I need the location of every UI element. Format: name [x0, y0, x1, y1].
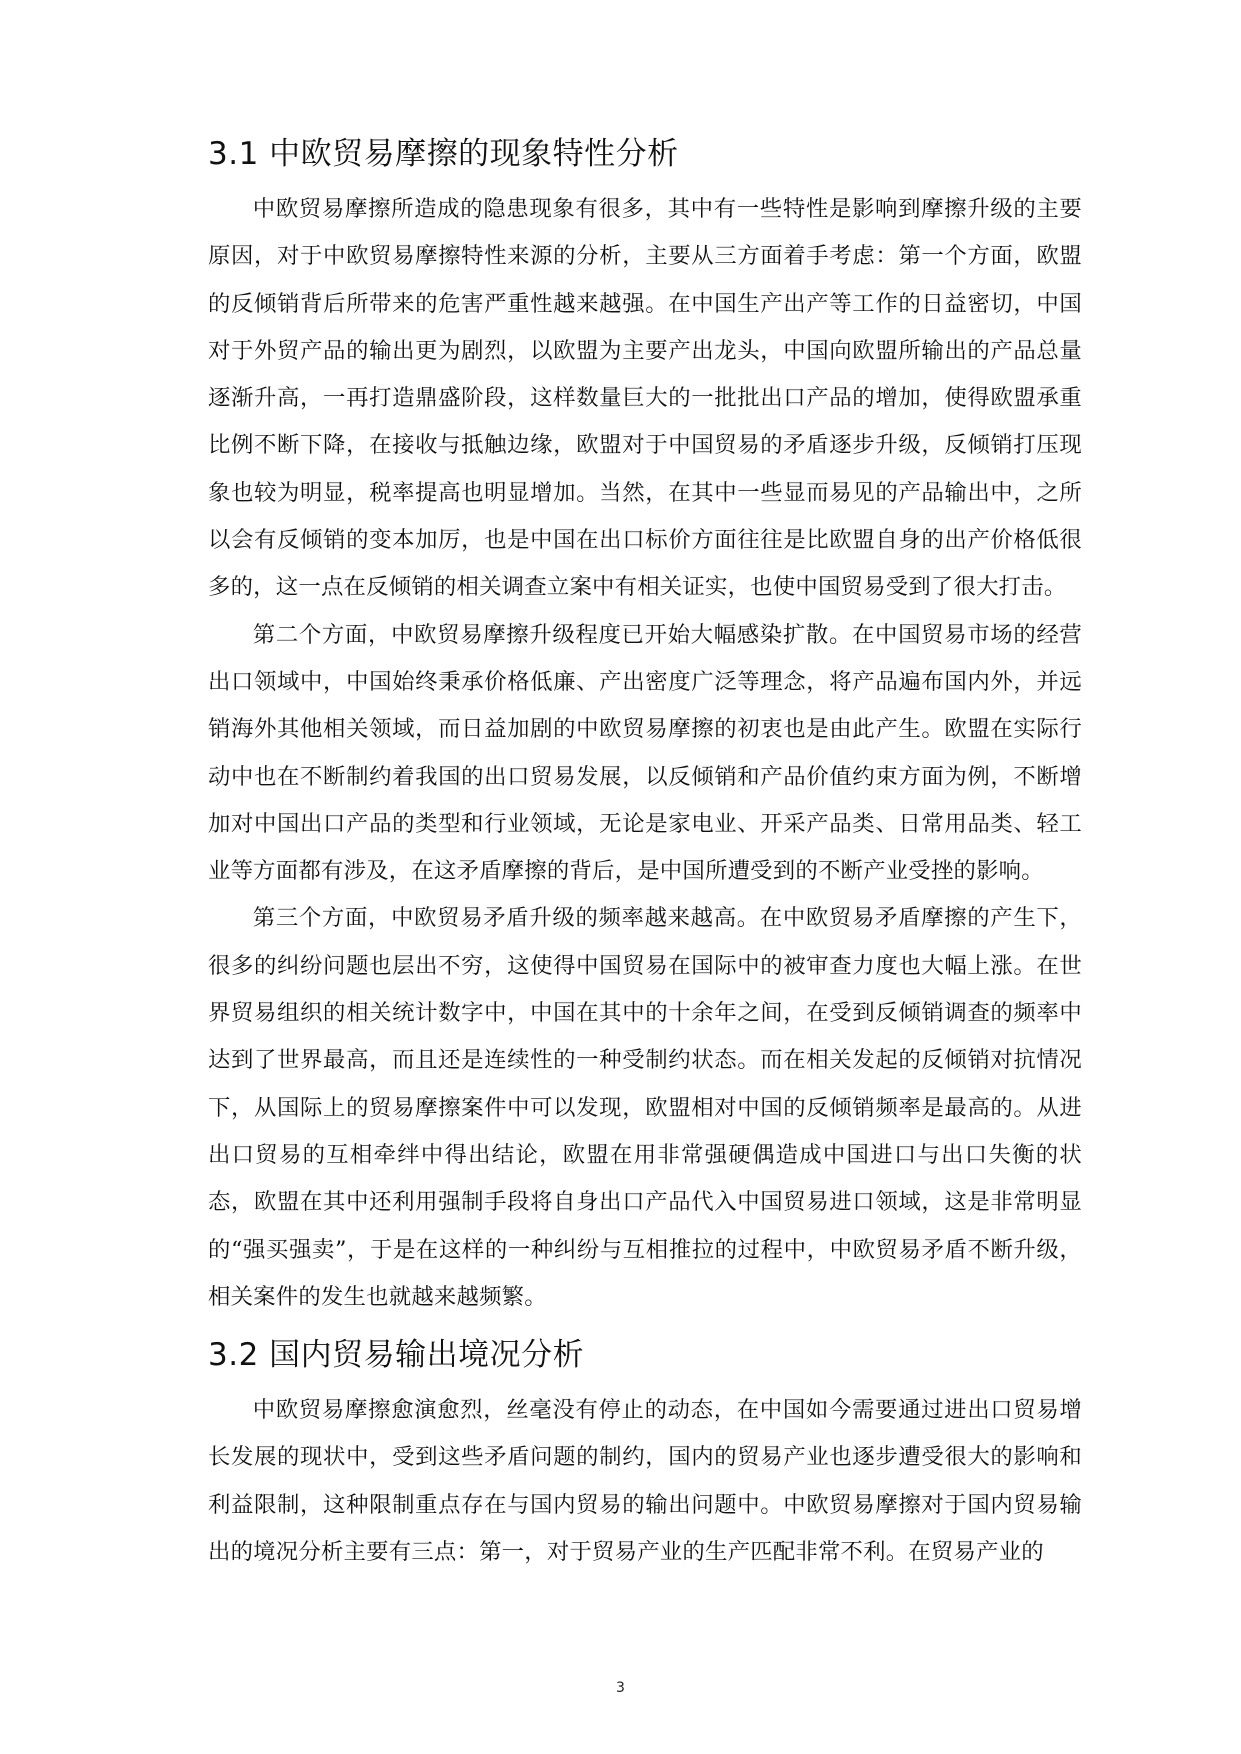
- page-content: [208, 132, 1082, 1576]
- section-3-1-paragraph-3: 第三个方面，中欧贸易矛盾升级的频率越来越高。在中欧贸易矛盾摩擦的产生下，很多的纠纷问题也层出不穷，这使得中国贸易在国际中的被审查力度也大幅上涨。在世界贸易组织的相关统计数字中，中国在其中的十余年之间，在受到反倾销调查的频率中达到了世界最高，而且还是连续性的一种受制约状态。而在相关发起的反倾销对抗情况下，从国际上的贸易摩擦案件中可以发现，欧盟相对中国的反倾销频率是最高的。从进出口贸易的互相牵绊中得出结论，欧盟在用非常强硬偶造成中国进口与出口失衡的状态，欧盟在其中还利用强制手段将自身出口产品代入中国贸易进口领域，这是非常明显的“强买强卖”，于是在这样的一种纠纷与互相推拉的过程中，中欧贸易矛盾不断升级，相关案件的发生也就越来越频繁。: [208, 905, 1082, 1310]
- section-heading-3-1: 3.1 中欧贸易摩擦的现象特性分析: [208, 136, 679, 172]
- section-heading-3-2: 3.2 国内贸易输出境况分析: [208, 1337, 585, 1374]
- section-3-1-paragraph-2: 第二个方面，中欧贸易摩擦升级程度已开始大幅感染扩散。在中国贸易市场的经营出口领域中，中国始终秉承价格低廉、产出密度广泛等理念，将产品遍布国内外，并远销海外其他相关领域，而日益加剧的中欧贸易摩擦的初衷也是由此产生。欧盟在实际行动中也在不断制约着我国的出口贸易发展，以反倾销和产品价值约束方面为例，不断增加对中国出口产品的类型和行业领域，无论是家电业、开采产品类、日常用品类、轻工业等方面都有涉及，在这矛盾摩擦的背后，是中国所遭受到的不断产业受挫的影响。: [208, 621, 1082, 885]
- section-3-1-paragraph-1: 中欧贸易摩擦所造成的隐患现象有很多，其中有一些特性是影响到摩擦升级的主要原因，对于中欧贸易摩擦特性来源的分析，主要从三方面着手考虑：第一个方面，欧盟的反倾销背后所带来的危害严重性越来越强。在中国生产出产等工作的日益密切，中国对于外贸产品的输出更为剧烈，以欧盟为主要产出龙头，中国向欧盟所输出的产品总量逐渐升高，一再打造鼎盛阶段，这样数量巨大的一批批出口产品的增加，使得欧盟承重比例不断下降，在接收与抵触边缘，欧盟对于中国贸易的矛盾逐步升级，反倾销打压现象也较为明显，税率提高也明显增加。当然，在其中一些显而易见的产品输出中，之所以会有反倾销的变本加厉，也是中国在出口标价方面往往是比欧盟自身的出产价格低很多的，这一点在反倾销的相关调查立案中有相关证实，也使中国贸易受到了很大打击。: [208, 196, 1082, 601]
- page-number: 3: [616, 1680, 625, 1696]
- section-3-2-paragraph-1: 中欧贸易摩擦愈演愈烈，丝毫没有停止的动态，在中国如今需要通过进出口贸易增长发展的现状中，受到这些矛盾问题的制约，国内的贸易产业也逐步遭受很大的影响和利益限制，这种限制重点存在与国内贸易的输出问题中。中欧贸易摩擦对于国内贸易输出的境况分析主要有三点：第一，对于贸易产业的生产匹配非常不利。在贸易产业的: [208, 1397, 1082, 1566]
